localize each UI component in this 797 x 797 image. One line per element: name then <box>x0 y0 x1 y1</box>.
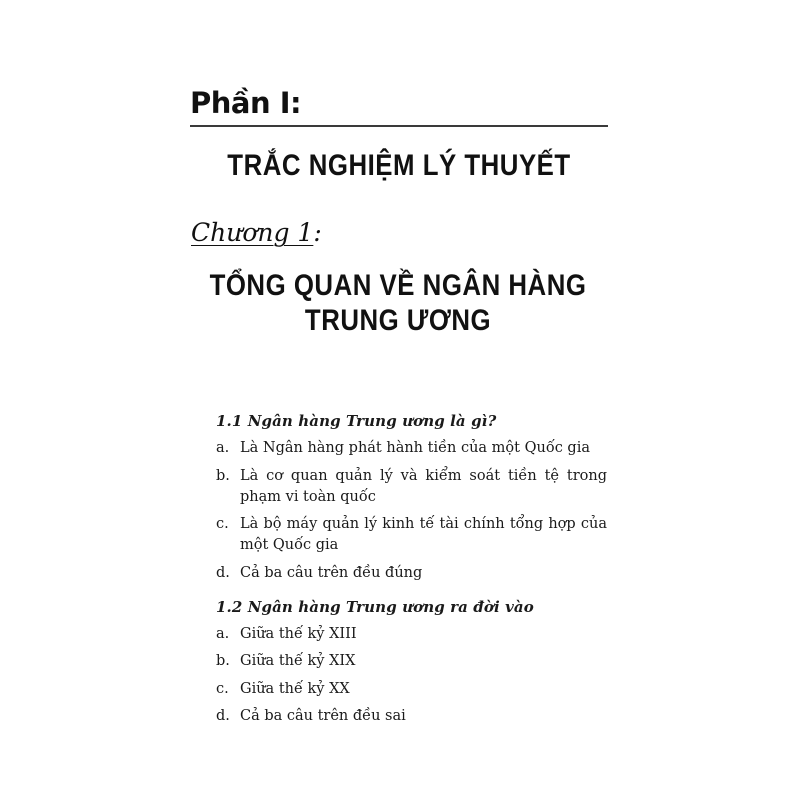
chapter-heading-line-2: TRUNG ƯƠNG <box>304 304 492 337</box>
question-1-1 <box>216 410 607 584</box>
question-list <box>216 410 607 734</box>
option-a <box>216 624 607 645</box>
chapter-label-colon: : <box>313 218 322 247</box>
option-letter: c. <box>216 680 229 697</box>
option-d <box>216 706 607 727</box>
option-text: Giữa thế kỷ XIII <box>240 625 357 642</box>
option-b <box>216 466 607 508</box>
part-divider-rule <box>190 125 608 127</box>
option-text: Là bộ máy quản lý kinh tế tài chính tổng hợp của một Quốc gia <box>240 516 607 553</box>
option-letter: d. <box>216 564 230 581</box>
option-b <box>216 651 607 672</box>
option-letter: b. <box>216 653 230 669</box>
question-title: 1.2 Ngân hàng Trung ương ra đời vào <box>216 597 534 616</box>
option-text: Cả ba câu trên đều sai <box>240 708 406 724</box>
option-text: Giữa thế kỷ XIX <box>240 653 356 669</box>
option-letter: a. <box>216 625 230 642</box>
option-letter: a. <box>216 440 230 456</box>
option-text: Là cơ quan quản lý và kiểm soát tiền tệ trong phạm vi toàn quốc <box>240 467 607 505</box>
question-1-2 <box>216 596 607 728</box>
option-letter: b. <box>216 467 230 484</box>
option-c <box>216 679 607 700</box>
option-d <box>216 563 607 584</box>
option-a <box>216 438 607 459</box>
option-letter: c. <box>216 516 229 532</box>
option-letter: d. <box>216 708 230 724</box>
option-c <box>216 514 607 556</box>
chapter-label-text: Chương 1 <box>191 218 314 247</box>
chapter-heading-line-1: TỔNG QUAN VỀ NGÂN HÀNG <box>209 269 587 302</box>
question-title: 1.1 Ngân hàng Trung ương là gì? <box>216 412 497 430</box>
option-text: Là Ngân hàng phát hành tiền của một Quốc gia <box>240 440 590 456</box>
option-text: Giữa thế kỷ XX <box>240 680 350 697</box>
option-text: Cả ba câu trên đều đúng <box>240 564 423 581</box>
part-title: Phần I: <box>190 86 302 120</box>
part-heading: TRẮC NGHIỆM LÝ THUYẾT <box>227 149 571 182</box>
chapter-heading <box>202 268 594 338</box>
chapter-label <box>191 218 322 248</box>
